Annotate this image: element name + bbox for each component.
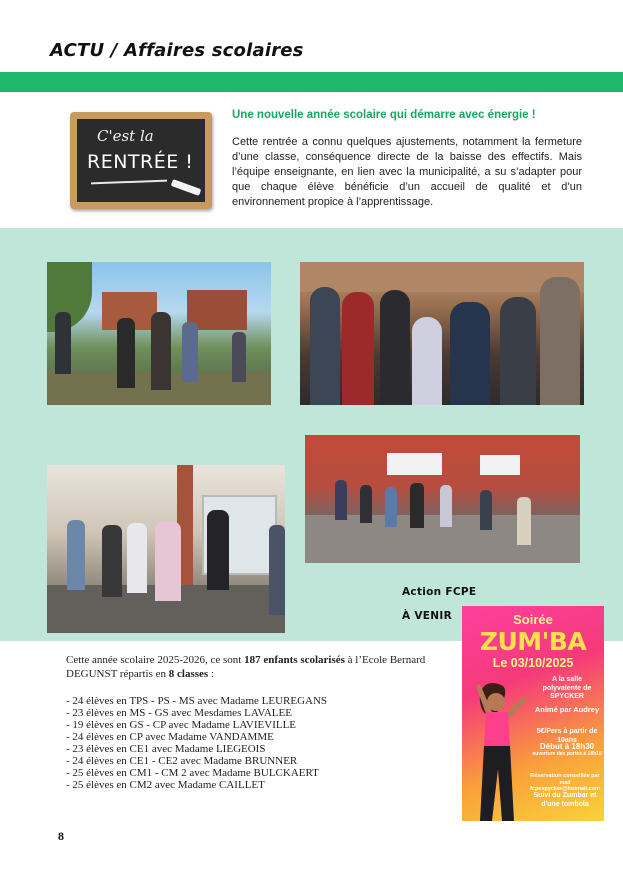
photo-person bbox=[480, 490, 492, 530]
zumba-poster bbox=[462, 606, 604, 821]
page-title: ACTU / Affaires scolaires bbox=[50, 40, 304, 61]
poster-venue: A la salle polyvalente de SPYCKER bbox=[542, 676, 592, 700]
photo-window bbox=[387, 453, 442, 475]
photo-person bbox=[500, 297, 536, 405]
photo-person bbox=[102, 525, 122, 597]
class-list-item: - 23 élèves en MS - GS avec Mesdames LAVALEE bbox=[66, 707, 292, 719]
photo-person bbox=[540, 277, 580, 405]
poster-doors: ouverture des portes à 18h10 bbox=[532, 751, 602, 757]
photo-person bbox=[182, 322, 198, 382]
poster-start: Début à 18h30 bbox=[539, 742, 595, 751]
enrollment-count: 187 enfants scolarisés bbox=[244, 654, 345, 666]
photo-person bbox=[269, 525, 285, 615]
page-number: 8 bbox=[58, 829, 64, 843]
enrollment-classes: 8 classes bbox=[168, 668, 209, 680]
intro-heading: Une nouvelle année scolaire qui démarre avec énergie ! bbox=[232, 109, 536, 121]
photo-person bbox=[360, 485, 372, 523]
chalkboard-surface bbox=[77, 119, 205, 202]
chalkboard-text-line2: RENTRÉE ! bbox=[87, 151, 194, 173]
enrollment-text: Cette année scolaire 2025-2026, ce sont bbox=[66, 654, 245, 666]
poster-date: Le 03/10/2025 bbox=[492, 656, 574, 670]
class-list-item: - 23 élèves en CE1 avec Madame LIEGEOIS bbox=[66, 743, 266, 755]
chalk-underline bbox=[91, 180, 167, 185]
enrollment-text: : bbox=[208, 668, 214, 680]
chalk-piece-icon bbox=[171, 179, 202, 196]
main-text bbox=[66, 653, 426, 791]
class-list-item: - 24 élèves en CE1 - CE2 avec Madame BRUNNER bbox=[66, 755, 298, 767]
photo-school-gate bbox=[47, 262, 271, 405]
action-title: Action FCPE bbox=[402, 586, 477, 598]
poster-zumba-title: ZUM'BA bbox=[479, 627, 587, 656]
photo-person bbox=[342, 292, 374, 405]
photo-person bbox=[155, 521, 181, 601]
intro-text: Cette rentrée a connu quelques ajustements, notamment la fermeture d’une classe, conséquence directe de la baisse des effectifs. Mais l’équipe enseignante, en lien avec la municipalité, a su s’adapter pour que chaque élève bénéficie d’un accueil de qualité et d’un environnement propice à l’apprentissage. bbox=[232, 136, 582, 208]
photo-school-entrance bbox=[47, 465, 285, 633]
header-bar bbox=[0, 72, 623, 92]
poster-animator: Animé par Audrey bbox=[534, 705, 600, 714]
photo-person bbox=[380, 290, 410, 405]
photo-person bbox=[385, 487, 397, 527]
class-list-item: - 25 élèves en CM1 - CM 2 avec Madame BULCKAERT bbox=[66, 767, 319, 779]
action-subtitle: À VENIR bbox=[402, 610, 452, 622]
photo-person bbox=[450, 302, 490, 405]
photo-person bbox=[232, 332, 246, 382]
chalkboard-illustration bbox=[70, 112, 212, 209]
class-list-item: - 19 élèves en GS - CP avec Madame LAVIEVILLE bbox=[66, 719, 297, 731]
poster-soiree: Soirée bbox=[513, 612, 553, 627]
dancer-illustration bbox=[468, 674, 532, 821]
photo-person bbox=[335, 480, 347, 520]
photo-person bbox=[127, 523, 147, 593]
chalkboard-text-line1: C'est la bbox=[97, 127, 154, 145]
class-list-item: - 24 élèves en TPS - PS - MS avec Madame LEUREGANS bbox=[66, 695, 328, 707]
photo-person bbox=[412, 317, 442, 405]
photo-school-courtyard bbox=[305, 435, 580, 563]
photo-person bbox=[151, 312, 171, 390]
class-list-item: - 24 élèves en CP avec Madame VANDAMME bbox=[66, 731, 274, 743]
enrollment-text: à l’Ecole Bernard DEGUNST répartis en bbox=[66, 654, 426, 680]
photo-person bbox=[310, 287, 340, 405]
class-list-item: - 25 élèves en CM2 avec Madame CAILLET bbox=[66, 779, 265, 791]
photo-person bbox=[67, 520, 85, 590]
photo-person bbox=[207, 510, 229, 590]
photo-person bbox=[440, 485, 452, 527]
photo-person bbox=[117, 318, 135, 388]
photo-person bbox=[55, 312, 71, 374]
photo-person bbox=[410, 483, 424, 528]
enrollment-paragraph bbox=[66, 653, 426, 681]
photo-window bbox=[480, 455, 520, 475]
poster-followup: Suivi du Zumbar et d'une tombola bbox=[533, 792, 597, 808]
class-list bbox=[66, 695, 426, 791]
photo-person bbox=[517, 497, 531, 545]
poster-booking: Réservation conseillée par mail fcpespycker@hotmail.com bbox=[530, 773, 600, 792]
poster-price: 5€/Pers à partir de 10ans bbox=[536, 728, 598, 744]
photo-parents-group bbox=[300, 262, 584, 405]
